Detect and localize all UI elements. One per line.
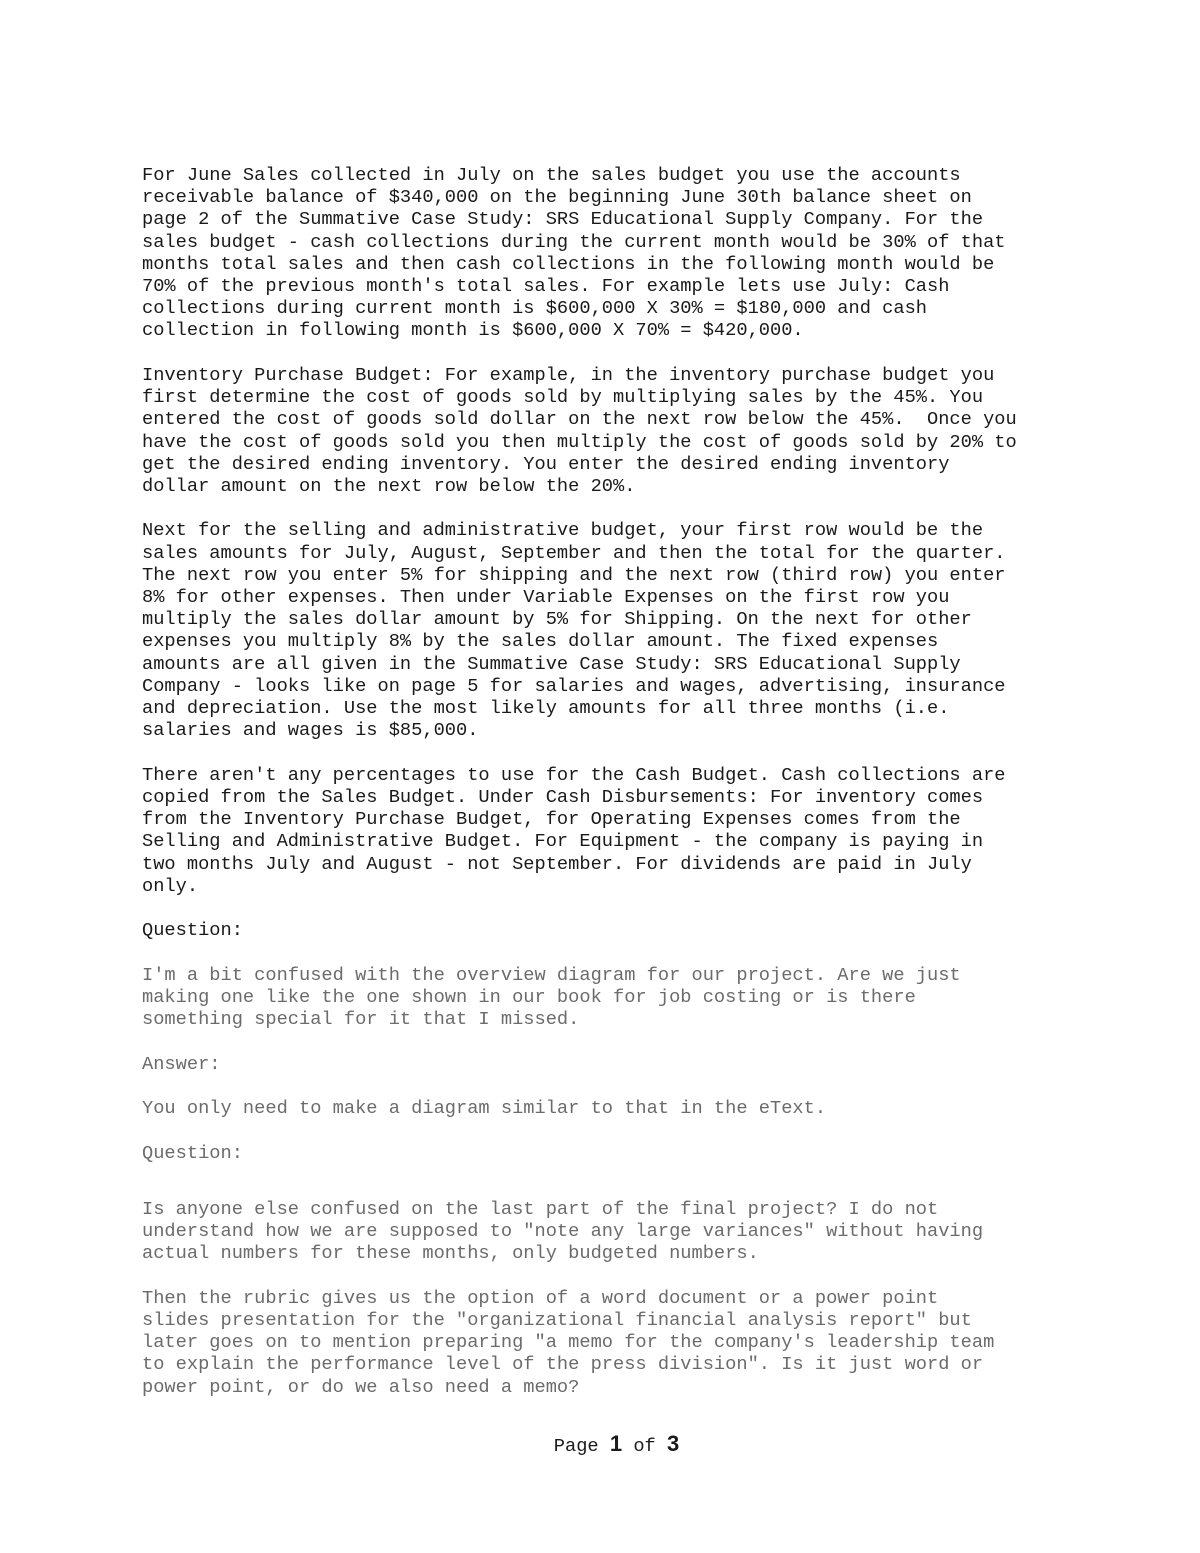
- question-label: Question:: [142, 1141, 243, 1164]
- paragraph-inventory-purchase-budget: Inventory Purchase Budget: For example, in the inventory purchase budget you first determine the cost of goods sold by multiplying sales by the 45%. You entered the cost of goods sold dollar on the next row below the 45%. Once you have the cost of goods sold you then multiply the cost of goods sold by 20% to get the desired ending inventory. You enter the desired ending inventory dollar amount on the next row below the 20%.: [142, 363, 1017, 497]
- current-page-number: 1: [609, 1431, 623, 1456]
- question-text: I'm a bit confused with the overview diagram for our project. Are we just making one like the one shown in our book for job costing or is there something special for it that I missed.: [142, 963, 961, 1031]
- paragraph-sales-collections: For June Sales collected in July on the sales budget you use the accounts receivable balance of $340,000 on the beginning June 30th balance sheet on page 2 of the Summative Case Study: SRS Educational Supply Company. For the sales budget - cash collections during the current month would be 30% of that months total sales and then cash collections in the following month would be 70% of the previous month's total sales. For example lets use July: Cash collections during current month is $600,000 X 30% = $180,000 and cash collection in following month is $600,000 X 70% = $420,000.: [142, 164, 1006, 342]
- answer-text: You only need to make a diagram similar to that in the eText.: [142, 1097, 827, 1120]
- answer-label: Answer:: [142, 1052, 221, 1075]
- paragraph-cash-budget: There aren't any percentages to use for the Cash Budget. Cash collections are copied from the Sales Budget. Under Cash Disbursements: For inventory comes from the Inventory Purchase Budget, for Operating Expenses comes from the Selling and Administrative Budget. For Equipment - the company is paying in two months July and August - not September. For dividends are paid in July only.: [142, 763, 1006, 897]
- paragraph-selling-admin-budget: Next for the selling and administrative budget, your first row would be the sales amounts for July, August, September and then the total for the quarter. The next row you enter 5% for shipping and the next row (third row) you enter 8% for other expenses. Then under Variable Expenses on the first row you multiply the sales dollar amount by 5% for Shipping. On the next for other expenses you multiply 8% by the sales dollar amount. The fixed expenses amounts are all given in the Summative Case Study: SRS Educational Supply Company - looks like on page 5 for salaries and wages, advertising, insurance and depreciation. Use the most likely amounts for all three months (i.e. salaries and wages is $85,000.: [142, 519, 1006, 742]
- question-text: Is anyone else confused on the last part of the final project? I do not understand how we are supposed to "note any large variances" without having actual numbers for these months, only budgeted numbers.: [142, 1197, 984, 1265]
- page-word: Page: [553, 1435, 599, 1457]
- document-body: [142, 164, 1142, 1420]
- of-word: of: [633, 1435, 656, 1457]
- question-text-continued: Then the rubric gives us the option of a word document or a power point slides presentation for the "organizational financial analysis report" but later goes on to mention preparing "a memo for the company's leadership team to explain the performance level of the press division". Is it just word or power point, or do we also need a memo?: [142, 1286, 995, 1398]
- page-number-footer: [0, 1431, 1200, 1457]
- total-pages-number: 3: [666, 1431, 680, 1456]
- question-label: Question:: [142, 919, 243, 942]
